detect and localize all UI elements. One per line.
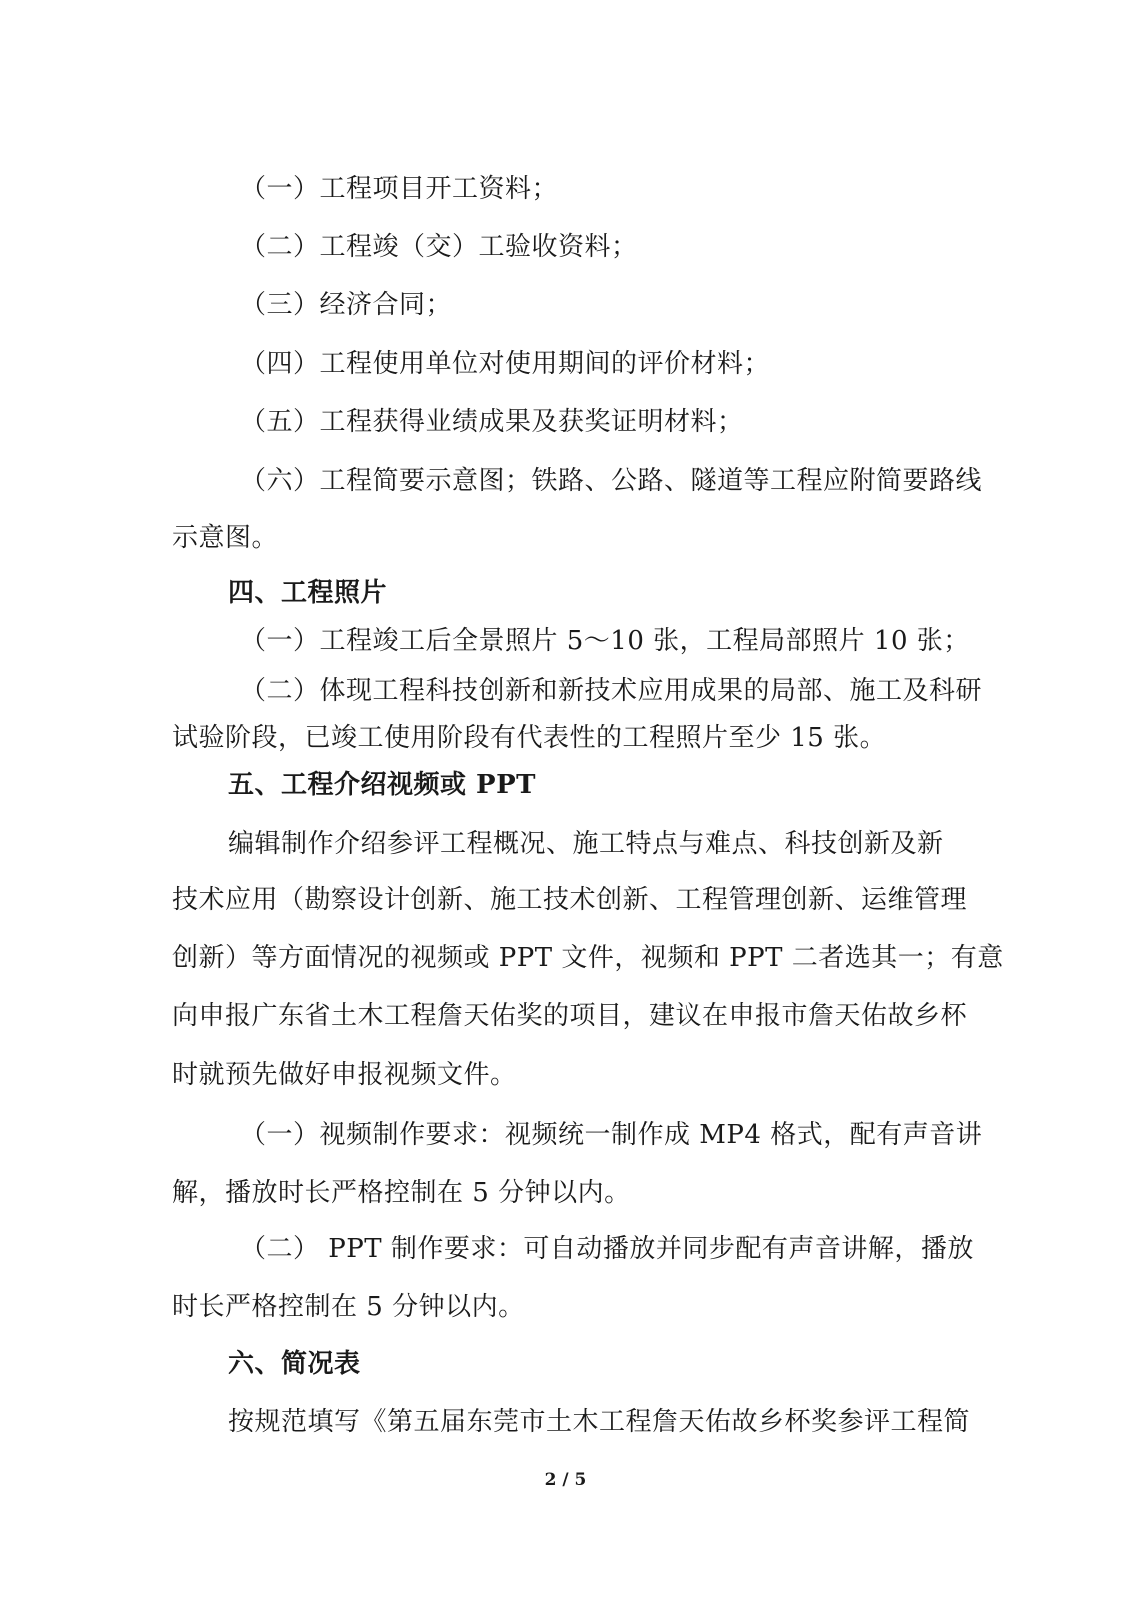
- item-2-acceptance-docs: （二）工程竣（交）工验收资料；: [240, 232, 638, 262]
- video-requirement-cont: 解，播放时长严格控制在 5 分钟以内。: [172, 1178, 631, 1208]
- item-6-sketch: （六）工程简要示意图；铁路、公路、隧道等工程应附简要路线: [240, 466, 983, 496]
- photos-item-1: （一）工程竣工后全景照片 5～10 张，工程局部照片 10 张；: [240, 626, 970, 656]
- video-para-line-2: 技术应用（勘察设计创新、施工技术创新、工程管理创新、运维管理: [172, 885, 968, 915]
- summary-table-para: 按规范填写《第五届东莞市土木工程詹天佑故乡杯奖参评工程简: [228, 1407, 971, 1437]
- section-6-heading: 六、简况表: [228, 1349, 361, 1379]
- item-5-awards: （五）工程获得业绩成果及获奖证明材料；: [240, 407, 744, 437]
- video-para-line-5: 时就预先做好申报视频文件。: [172, 1060, 517, 1090]
- ppt-requirement-cont: 时长严格控制在 5 分钟以内。: [172, 1292, 525, 1322]
- section-4-heading: 四、工程照片: [228, 578, 388, 608]
- page-number: 2 / 5: [544, 1470, 587, 1490]
- video-requirement: （一）视频制作要求：视频统一制作成 MP4 格式，配有声音讲: [240, 1120, 983, 1150]
- video-para-line-3: 创新）等方面情况的视频或 PPT 文件，视频和 PPT 二者选其一；有意: [172, 943, 1004, 973]
- video-para-line-1: 编辑制作介绍参评工程概况、施工特点与难点、科技创新及新: [228, 829, 944, 859]
- video-para-line-4: 向申报广东省土木工程詹天佑奖的项目，建议在申报市詹天佑故乡杯: [172, 1001, 968, 1031]
- item-6-sketch-cont: 示意图。: [172, 523, 279, 553]
- section-5-heading: 五、工程介绍视频或 PPT: [228, 770, 537, 800]
- item-3-contracts: （三）经济合同；: [240, 290, 453, 320]
- ppt-requirement: （二） PPT 制作要求：可自动播放并同步配有声音讲解，播放: [240, 1234, 974, 1264]
- photos-item-2-cont: 试验阶段，已竣工使用阶段有代表性的工程照片至少 15 张。: [172, 723, 887, 753]
- item-1-startup-docs: （一）工程项目开工资料；: [240, 174, 559, 204]
- photos-item-2: （二）体现工程科技创新和新技术应用成果的局部、施工及科研: [240, 676, 983, 706]
- item-4-evaluation: （四）工程使用单位对使用期间的评价材料；: [240, 349, 771, 379]
